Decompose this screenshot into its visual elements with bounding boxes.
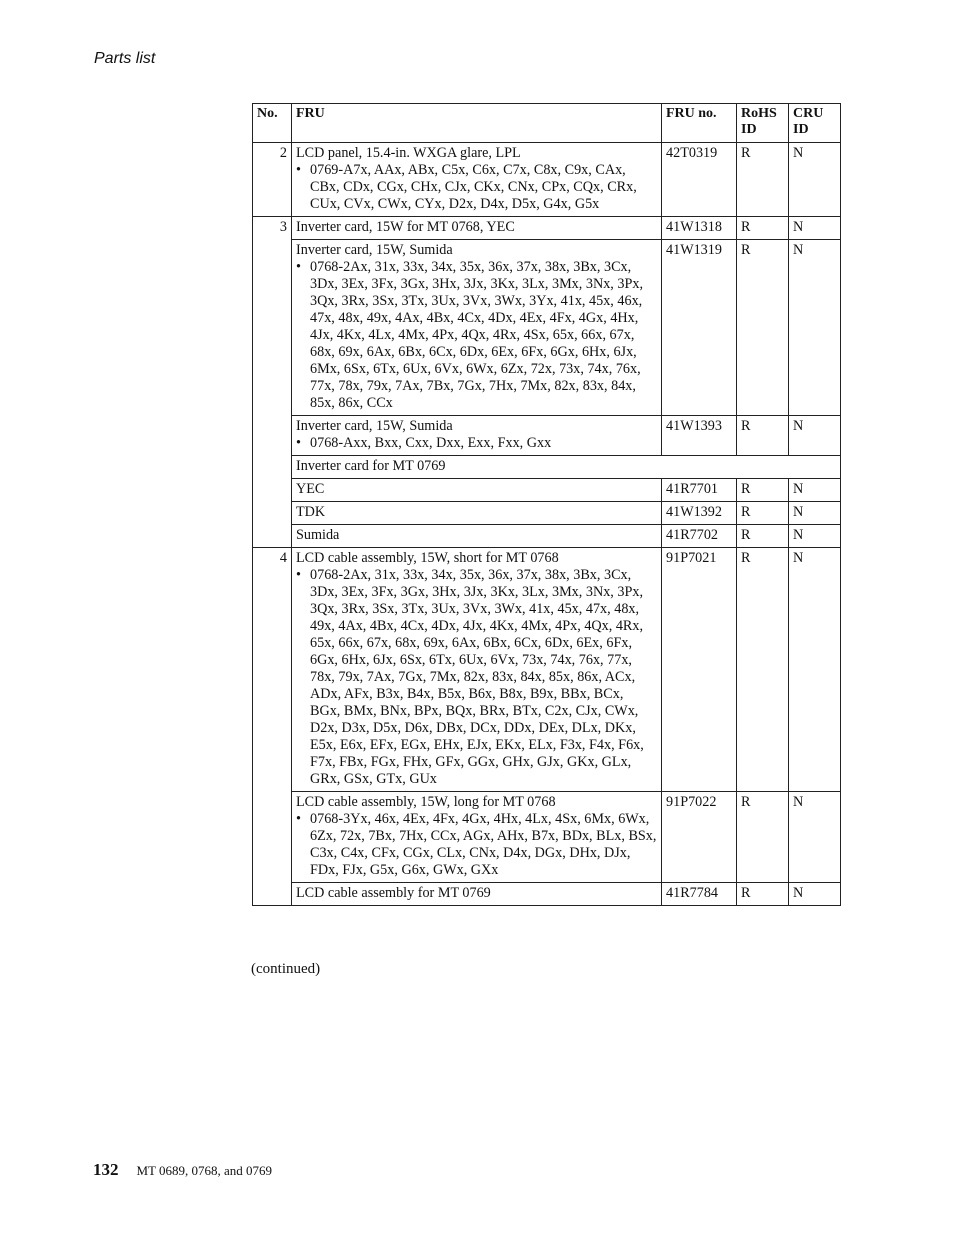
rohs-id: R [737,548,789,792]
header-cru-id: CRU ID [789,104,841,143]
fru-description: LCD cable assembly, 15W, long for MT 0768 [296,794,556,810]
model-list [296,162,657,213]
model-list-item: • 0769-A7x, AAx, ABx, C5x, C6x, C7x, C8x, C9x, CAx, CBx, CDx, CGx, CHx, CJx, CKx, CNx, CPx, CQx, CRx, CUx, CVx, CWx, CYx, D2x, D4x, D5x, G4x, G5x [296,162,657,213]
fru-group-heading: Inverter card for MT 0769 [292,456,841,479]
rohs-id: R [737,240,789,416]
cru-id: N [789,525,841,548]
item-number: 3 [253,217,292,548]
rohs-id: R [737,883,789,906]
rohs-id: R [737,479,789,502]
fru-number: 41W1318 [662,217,737,240]
fru-cell [292,792,662,883]
fru-cell [292,416,662,456]
table-row [253,456,841,479]
fru-number: 41R7701 [662,479,737,502]
cru-id: N [789,217,841,240]
fru-description: LCD cable assembly, 15W, short for MT 0768 [296,550,559,566]
item-number: 4 [253,548,292,906]
parts-table [252,103,841,906]
table-row [253,240,841,416]
table-row [253,502,841,525]
cru-id: N [789,883,841,906]
fru-description: Inverter card, 15W, Sumida [296,418,453,434]
cru-id: N [789,240,841,416]
model-list [296,259,657,412]
header-rohs-id: RoHS ID [737,104,789,143]
fru-sub-description: Sumida [292,525,662,548]
fru-number: 42T0319 [662,143,737,217]
cru-id: N [789,479,841,502]
header-fru: FRU [292,104,662,143]
model-list-item: • 0768-3Yx, 46x, 4Ex, 4Fx, 4Gx, 4Hx, 4Lx, 4Sx, 6Mx, 6Wx, 6Zx, 72x, 7Bx, 7Hx, CCx, AGx, AHx, B7x, BDx, BLx, BSx, C3x, C4x, CFx, CGx, CLx, CNx, D4x, DGx, DHx, DJx, FDx, FJx, G5x, G6x, GWx, GXx [296,811,657,879]
table-header-row [253,104,841,143]
cru-id: N [789,548,841,792]
fru-description: Inverter card, 15W for MT 0768, YEC [292,217,662,240]
cru-id: N [789,502,841,525]
fru-cell [292,240,662,416]
model-list-item: • 0768-Axx, Bxx, Cxx, Dxx, Exx, Fxx, Gxx [296,435,657,452]
fru-number: 41W1393 [662,416,737,456]
model-list [296,435,657,452]
fru-description: Inverter card, 15W, Sumida [296,242,453,258]
cru-id: N [789,416,841,456]
item-number: 2 [253,143,292,217]
table-row [253,416,841,456]
fru-sub-description: TDK [292,502,662,525]
table-row [253,525,841,548]
fru-cell [292,143,662,217]
rohs-id: R [737,217,789,240]
continued-note: (continued) [251,961,321,977]
table-row [253,479,841,502]
footer-text: MT 0689, 0768, and 0769 [136,1163,273,1178]
model-list [296,567,657,788]
header-fru-no: FRU no. [662,104,737,143]
cru-id: N [789,792,841,883]
page-header-title: Parts list [94,50,156,67]
model-list-item: • 0768-2Ax, 31x, 33x, 34x, 35x, 36x, 37x, 38x, 3Bx, 3Cx, 3Dx, 3Ex, 3Fx, 3Gx, 3Hx, 3Jx, 3Kx, 3Lx, 3Mx, 3Nx, 3Px, 3Qx, 3Rx, 3Sx, 3Tx, 3Ux, 3Vx, 3Wx, 41x, 45x, 47x, 48x, 49x, 4Ax, 4Bx, 4Cx, 4Dx, 4Jx, 4Kx, 4Mx, 4Px, 4Qx, 4Rx, 65x, 66x, 67x, 68x, 69x, 6Ax, 6Bx, 6Cx, 6Dx, 6Ex, 6Fx, 6Gx, 6Hx, 6Jx, 6Sx, 6Tx, 6Ux, 6Vx, 73x, 74x, 76x, 77x, 78x, 79x, 7Ax, 7Gx, 7Mx, 82x, 83x, 84x, 85x, 86x, ACx, ADx, AFx, B3x, B4x, B5x, B6x, B8x, B9x, BBx, BCx, BGx, BMx, BNx, BPx, BQx, BRx, BTx, C2x, CJx, CWx, D2x, D3x, D5x, D6x, DBx, DCx, DDx, DEx, DLx, DKx, E5x, E6x, EFx, EGx, EHx, EJx, EKx, ELx, F3x, F4x, F6x, F7x, FBx, FGx, FHx, GFx, GGx, GHx, GJx, GKx, GLx, GRx, GSx, GTx, GUx [296,567,657,788]
table-row [253,792,841,883]
fru-number: 41R7784 [662,883,737,906]
rohs-id: R [737,143,789,217]
fru-cell [292,548,662,792]
rohs-id: R [737,525,789,548]
table-row [253,548,841,792]
fru-number: 41W1319 [662,240,737,416]
fru-number: 91P7021 [662,548,737,792]
fru-description: LCD panel, 15.4-in. WXGA glare, LPL [296,145,521,161]
fru-sub-description: YEC [292,479,662,502]
page-number: 132 [93,1160,119,1179]
model-list-item: • 0768-2Ax, 31x, 33x, 34x, 35x, 36x, 37x, 38x, 3Bx, 3Cx, 3Dx, 3Ex, 3Fx, 3Gx, 3Hx, 3Jx, 3Kx, 3Lx, 3Mx, 3Nx, 3Px, 3Qx, 3Rx, 3Sx, 3Tx, 3Ux, 3Vx, 3Wx, 3Yx, 41x, 45x, 46x, 47x, 48x, 49x, 4Ax, 4Bx, 4Cx, 4Dx, 4Ex, 4Fx, 4Gx, 4Hx, 4Jx, 4Kx, 4Lx, 4Mx, 4Px, 4Qx, 4Rx, 4Sx, 65x, 66x, 67x, 68x, 69x, 6Ax, 6Bx, 6Cx, 6Dx, 6Ex, 6Fx, 6Gx, 6Hx, 6Jx, 6Mx, 6Sx, 6Tx, 6Ux, 6Vx, 6Wx, 6Zx, 72x, 73x, 74x, 76x, 77x, 78x, 79x, 7Ax, 7Bx, 7Gx, 7Hx, 7Mx, 82x, 83x, 84x, 85x, 86x, CCx [296,259,657,412]
model-list [296,811,657,879]
cru-id: N [789,143,841,217]
rohs-id: R [737,792,789,883]
fru-description: LCD cable assembly for MT 0769 [292,883,662,906]
header-no: No. [253,104,292,143]
rohs-id: R [737,502,789,525]
fru-number: 41R7702 [662,525,737,548]
page-footer [93,1160,272,1180]
table-row [253,883,841,906]
rohs-id: R [737,416,789,456]
table-row [253,217,841,240]
fru-number: 41W1392 [662,502,737,525]
table-row [253,143,841,217]
fru-number: 91P7022 [662,792,737,883]
